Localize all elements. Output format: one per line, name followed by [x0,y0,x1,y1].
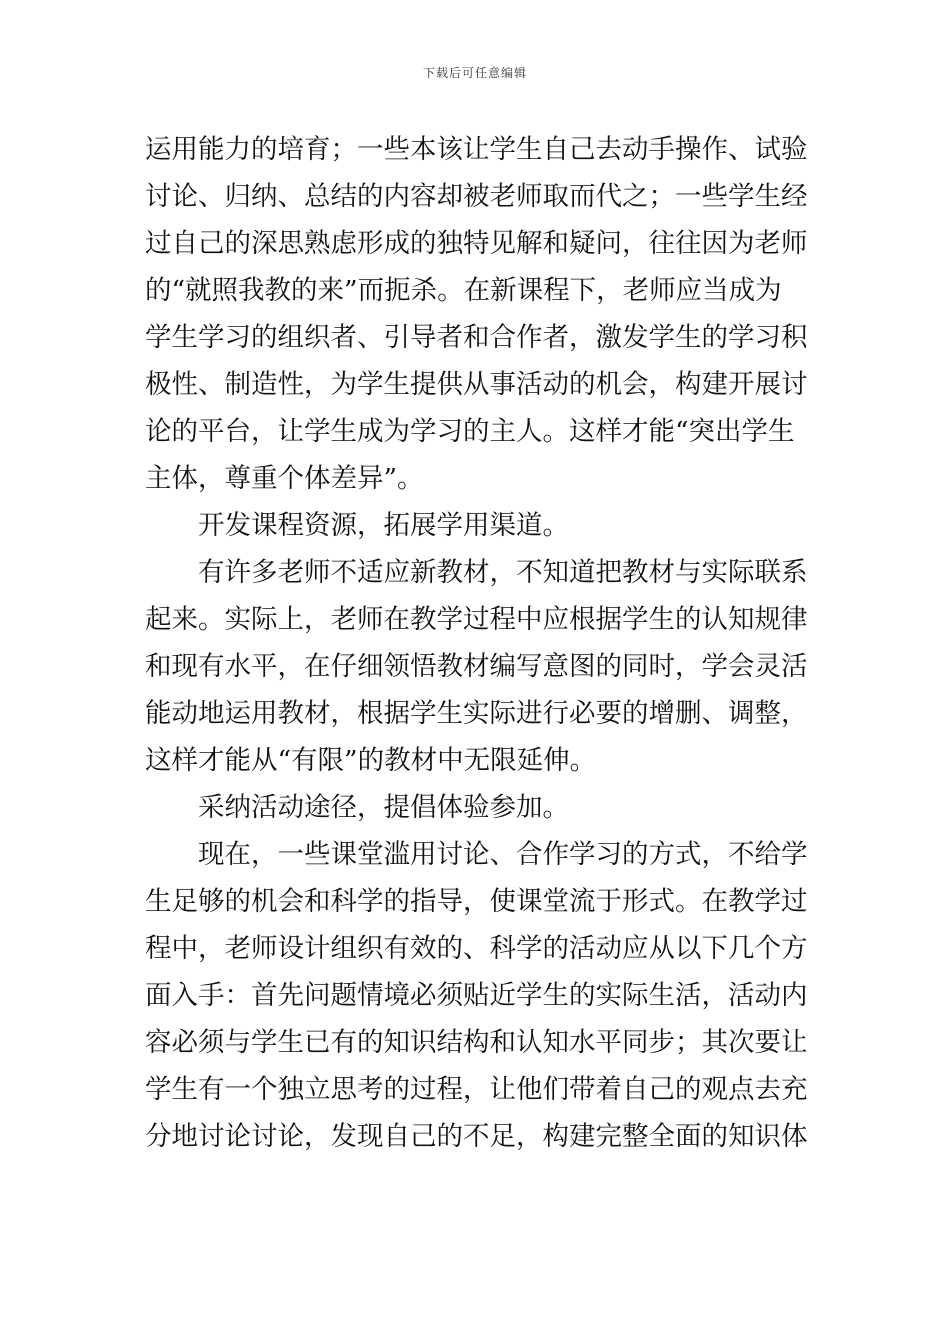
text-line: 面入手：首先问题情境必须贴近学生的实际生活，活动内 [145,980,808,1011]
text-line: 采纳活动途径，提倡体验参加。 [145,792,569,823]
text-line: 分地讨论讨论，发现自己的不足，构建完整全面的知识体 [145,1121,808,1152]
text-line: 讨论、归纳、总结的内容却被老师取而代之；一些学生经 [145,181,808,212]
text-line: 生足够的机会和科学的指导，使课堂流于形式。在教学过 [145,886,808,917]
text-line: 过自己的深思熟虑形成的独特见解和疑问，往往因为老师 [145,228,808,259]
text-line: 能动地运用教材，根据学生实际进行必要的增删、调整， [145,698,808,729]
text-line: 论的平台，让学生成为学习的主人。这样才能“突出学生 [145,416,795,447]
text-line: 的“就照我教的来”而扼杀。在新课程下，老师应当成为 [145,275,782,306]
text-line: 现在，一些课堂滥用讨论、合作学习的方式，不给学 [145,839,808,870]
document-body [145,126,810,1160]
text-line: 开发课程资源，拓展学用渠道。 [145,510,569,541]
text-line: 学生学习的组织者、引导者和合作者，激发学生的学习积 [145,322,808,353]
text-line: 极性、制造性，为学生提供从事活动的机会，构建开展讨 [145,369,808,400]
text-line: 起来。实际上，老师在教学过程中应根据学生的认知规律 [145,604,808,635]
text-line: 学生有一个独立思考的过程，让他们带着自己的观点去充 [145,1074,808,1105]
text-line: 程中，老师设计组织有效的、科学的活动应从以下几个方 [145,933,808,964]
text-line: 有许多老师不适应新教材，不知道把教材与实际联系 [145,557,808,588]
text-line: 和现有水平，在仔细领悟教材编写意图的同时，学会灵活 [145,651,808,682]
text-line: 容必须与学生已有的知识结构和认知水平同步；其次要让 [145,1027,808,1058]
text-line: 主体，尊重个体差异”。 [145,463,424,494]
text-line: 运用能力的培育；一些本该让学生自己去动手操作、试验 [145,134,808,165]
text-line: 这样才能从“有限”的教材中无限延伸。 [145,745,597,776]
page-header: 下载后可任意编辑 [422,66,527,80]
